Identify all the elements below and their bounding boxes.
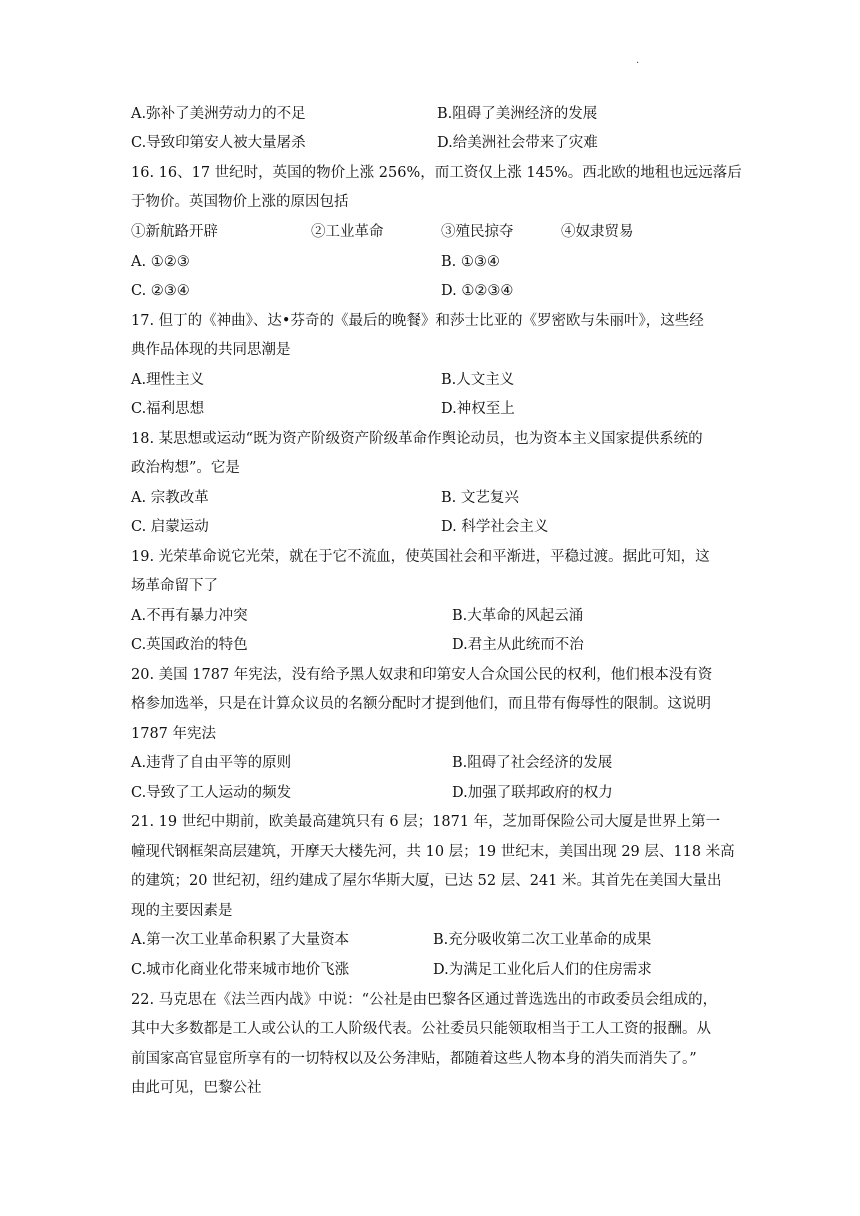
q16-item-4: ④奴隶贸易 [561,224,634,240]
q21-option-c: C.城市化商业化带来城市地价飞涨 [131,962,350,978]
q18-option-a: A. 宗教改革 [131,490,209,506]
q20-option-b: B.阻碍了社会经济的发展 [452,755,613,771]
q16-stem-line-2: 于物价。英国物价上涨的原因包括 [131,194,349,210]
q16-option-c: C. ②③④ [131,283,190,299]
q20-option-c: C.导致了工人运动的频发 [131,785,292,801]
q19-option-c: C.英国政治的特色 [131,637,248,653]
q20-stem-line-1: 20. 美国 1787 年宪法，没有给予黑人奴隶和印第安人合众国公民的权利，他们根本没有资 [131,667,713,683]
q17-option-a: A.理性主义 [131,372,205,388]
q15-option-d: D.给美洲社会带来了灾难 [437,135,598,151]
q19-stem-line-2: 场革命留下了 [131,578,218,594]
q21-option-b: B.充分吸收第二次工业革命的成果 [433,932,652,948]
q21-stem-line-4: 现的主要因素是 [131,903,233,919]
q18-option-b: B. 文艺复兴 [441,490,519,506]
q19-stem-line-1: 19. 光荣革命说它光荣，就在于它不流血，使英国社会和平渐进，平稳过渡。据此可知，这 [131,549,710,565]
q20-stem-line-3: 1787 年宪法 [131,726,217,742]
q21-stem-line-2: 幢现代钢框架高层建筑，开摩天大楼先河，共 10 层；19 世纪末，美国出现 29 层、118 米高 [131,844,735,860]
q16-item-3: ③殖民掠夺 [441,224,514,240]
q22-stem-line-3: 前国家高官显宦所享有的一切特权以及公务津贴，都随着这些人物本身的消失而消失了。” [131,1051,697,1067]
q17-stem-line-1: 17. 但丁的《神曲》、达•芬奇的《最后的晚餐》和莎士比亚的《罗密欧与朱丽叶》，这些经 [131,313,704,329]
q20-option-d: D.加强了联邦政府的权力 [452,785,613,801]
q17-option-d: D.神权至上 [441,401,515,417]
q17-option-b: B.人文主义 [441,372,515,388]
q22-stem-line-4: 由此可见，巴黎公社 [131,1080,262,1096]
q15-option-b: B.阻碍了美洲经济的发展 [437,106,598,122]
q18-stem-line-1: 18. 某思想或运动“既为资产阶级资产阶级革命作舆论动员，也为资本主义国家提供系统的 [131,431,703,447]
q18-option-c: C. 启蒙运动 [131,519,209,535]
q22-stem-line-1: 22. 马克思在《法兰西内战》中说：“公社是由巴黎各区通过普选选出的市政委员会组成的， [131,992,718,1008]
q20-stem-line-2: 格参加选举，只是在计算众议员的名额分配时才提到他们，而且带有侮辱性的限制。这说明 [131,696,711,712]
header-dot: · [636,58,640,69]
q17-option-c: C.福利思想 [131,401,205,417]
q20-option-a: A.违背了自由平等的原则 [131,755,292,771]
q16-option-b: B. ①③④ [441,254,500,270]
q16-stem-line-1: 16. 16、17 世纪时，英国的物价上涨 256%，而工资仅上涨 145%。西北欧的地租也远远落后 [131,165,742,181]
q16-item-2: ②工业革命 [311,224,384,240]
q17-stem-line-2: 典作品体现的共同思潮是 [131,342,291,358]
q16-item-1: ①新航路开辟 [131,224,218,240]
q19-option-a: A.不再有暴力冲突 [131,608,248,624]
q18-option-d: D. 科学社会主义 [441,519,549,535]
q19-option-b: B.大革命的风起云涌 [452,608,584,624]
q16-option-d: D. ①②③④ [441,283,514,299]
q21-stem-line-1: 21. 19 世纪中期前，欧美最高建筑只有 6 层；1871 年，芝加哥保险公司大厦是世界上第一 [131,814,721,830]
q21-option-a: A.第一次工业革命积累了大量资本 [131,932,350,948]
q21-stem-line-3: 的建筑；20 世纪初，纽约建成了屋尔华斯大厦，已达 52 层、241 米。其首先在美国大量出 [131,873,722,889]
q22-stem-line-2: 其中大多数都是工人或公认的工人阶级代表。公社委员只能领取相当于工人工资的报酬。从 [131,1021,711,1037]
q16-option-a: A. ①②③ [131,254,190,270]
q21-option-d: D.为满足工业化后人们的住房需求 [433,962,652,978]
q15-option-a: A.弥补了美洲劳动力的不足 [131,106,306,122]
q15-option-c: C.导致印第安人被大量屠杀 [131,135,306,151]
q19-option-d: D.君主从此统而不治 [452,637,584,653]
q18-stem-line-2: 政治构想”。它是 [131,460,240,476]
